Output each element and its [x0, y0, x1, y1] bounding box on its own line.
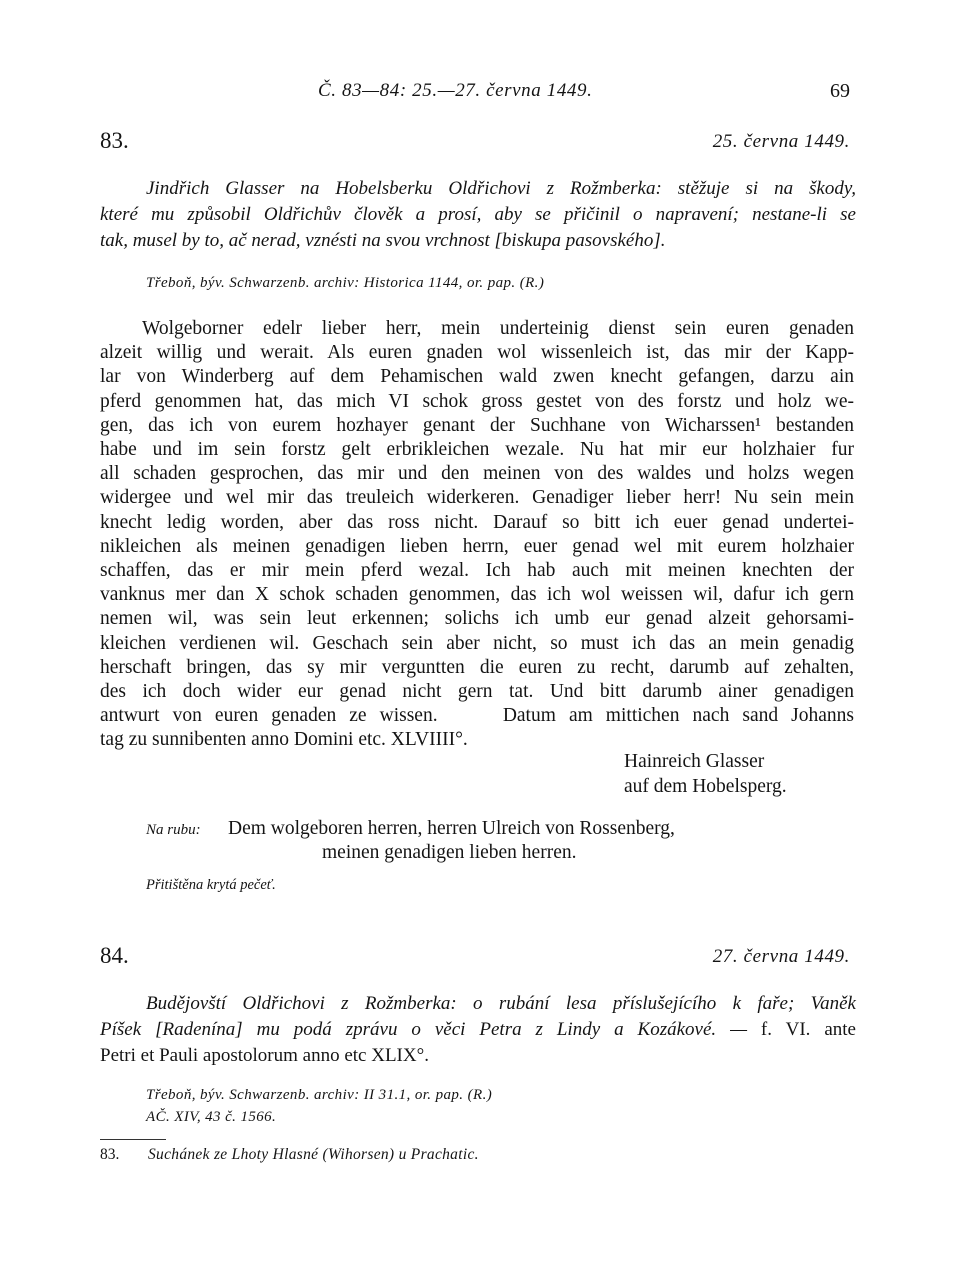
rubric-address-line: meinen genadigen lieben herren.	[322, 842, 577, 863]
regest-line: Jindřich Glasser na Hobelsberku Oldřichovi z Rožmberka: stěžuje si na škody,	[146, 178, 856, 199]
text-line: nikleichen als meinen genadigen lieben herrn, euer genad wel mit eurem holzhaier	[100, 535, 854, 557]
regest-line	[100, 1043, 856, 1069]
text-line: vanknus mer dan X schok schaden genommen, das ich wol weissen wil, dafur ich gern	[100, 584, 854, 606]
edition-reference-84: AČ. XIV, 43 č. 1566.	[146, 1109, 277, 1125]
regest-italic-part: Budějovští Oldřichovi z Rožmberka: o rubání lesa příslušejícího k faře; Vaněk	[146, 993, 856, 1014]
text-line: Wolgeborner edelr lieber herr, mein underteinig dienst sein euren genaden	[142, 318, 854, 339]
rubric-label: Na rubu:	[146, 822, 201, 838]
regest-line	[100, 1017, 856, 1043]
document-number-83: 83.	[100, 128, 129, 153]
text-line: herschaft bringen, das sy mir verguntten die euren zu recht, darumb auf zehalten,	[100, 656, 854, 678]
regest-line	[100, 991, 856, 1017]
footnote-ref: 83.	[100, 1146, 120, 1163]
text-line: pferd genommen hat, das mich VI schok gross gestet von des forstz und holz we-	[100, 390, 854, 412]
signature-name: Hainreich Glasser	[624, 751, 765, 772]
text-line: schaffen, das er mir mein pferd wezal. Ich hab auch mit meinen knechten der	[100, 560, 854, 582]
signature-place: auf dem Hobelsperg.	[624, 776, 787, 797]
archive-source-83: Třeboň, býv. Schwarzenb. archiv: Historica 1144, or. pap. (R.)	[146, 275, 545, 291]
text-line: des ich doch wider eur genad nicht gern tat. Und bitt darumb ainer genadigen	[100, 681, 854, 703]
regest-dating: f. VI. ante	[746, 1019, 856, 1040]
footnote-rule	[100, 1139, 166, 1140]
rubric-address-line: Dem wolgeboren herren, herren Ulreich von Rossenberg,	[228, 818, 675, 839]
regest-84	[100, 991, 856, 1069]
text-line: alzeit willig und werait. Als euren gnaden wol wissenleich ist, das mir der Kapp-	[100, 342, 854, 364]
text-line: gen, das ich von eurem hozhayer genant der Suchhane von Wicharssen¹ bestanden	[100, 414, 854, 436]
archive-source-84: Třeboň, býv. Schwarzenb. archiv: II 31.1, or. pap. (R.)	[146, 1087, 493, 1103]
document-date-84: 27. června 1449.	[712, 946, 850, 967]
regest-dating: Petri et Pauli apostolorum anno etc XLIX°.	[100, 1045, 429, 1066]
text-line: antwurt von euren genaden ze wissen. Datum am mittichen nach sand Johanns	[100, 705, 854, 727]
letter-text-83	[100, 317, 854, 753]
page-number: 69	[830, 80, 850, 102]
footnote-text: Suchánek ze Lhoty Hlasné (Wihorsen) u Prachatic.	[148, 1146, 479, 1163]
text-line: all schaden gesprochen, das mir und den meinen von des waldes und holzs wegen	[100, 463, 854, 485]
text-line: habe und im sein forstz gelt erbrikleichen wezale. Nu hat mir eur holzhaier fur	[100, 439, 854, 461]
text-line: tag zu sunnibenten anno Domini etc. XLVIIII°.	[100, 729, 468, 751]
text-line: kleichen verdienen wil. Geschach sein aber nicht, so must ich das an mein genadig	[100, 632, 854, 654]
document-number-84: 84.	[100, 943, 129, 968]
document-date-83: 25. června 1449.	[712, 131, 850, 152]
regest-83	[100, 176, 856, 254]
text-line: nemen wil, was sein leut erkennen; solichs ich umb eur genad alzeit gehorsami-	[100, 608, 854, 630]
regest-italic-part: Píšek [Radenína] mu podá zprávu o věci Petra z Lindy a Kozákové. —	[100, 1019, 747, 1040]
text-line: widergee und wel mir das treuleich widerkeren. Genadiger lieber herr! Nu sein mein	[100, 487, 854, 509]
text-line: knecht ledig worden, aber das ross nicht. Darauf so bitt ich euer genad undertei-	[100, 511, 854, 533]
text-line: lar von Winderberg auf dem Pehamischen wald zwen knecht gefangen, darzu ain	[100, 366, 854, 388]
regest-line: tak, musel by to, ač nerad, vznésti na svou vrchnost [biskupa pasovského].	[100, 230, 666, 251]
seal-note: Přitištěna krytá pečeť.	[146, 877, 276, 893]
regest-line: které mu způsobil Oldřichův člověk a prosí, aby se přičinil o napravení; nestane-li se	[100, 204, 856, 225]
running-title: Č. 83—84: 25.—27. června 1449.	[318, 80, 593, 101]
